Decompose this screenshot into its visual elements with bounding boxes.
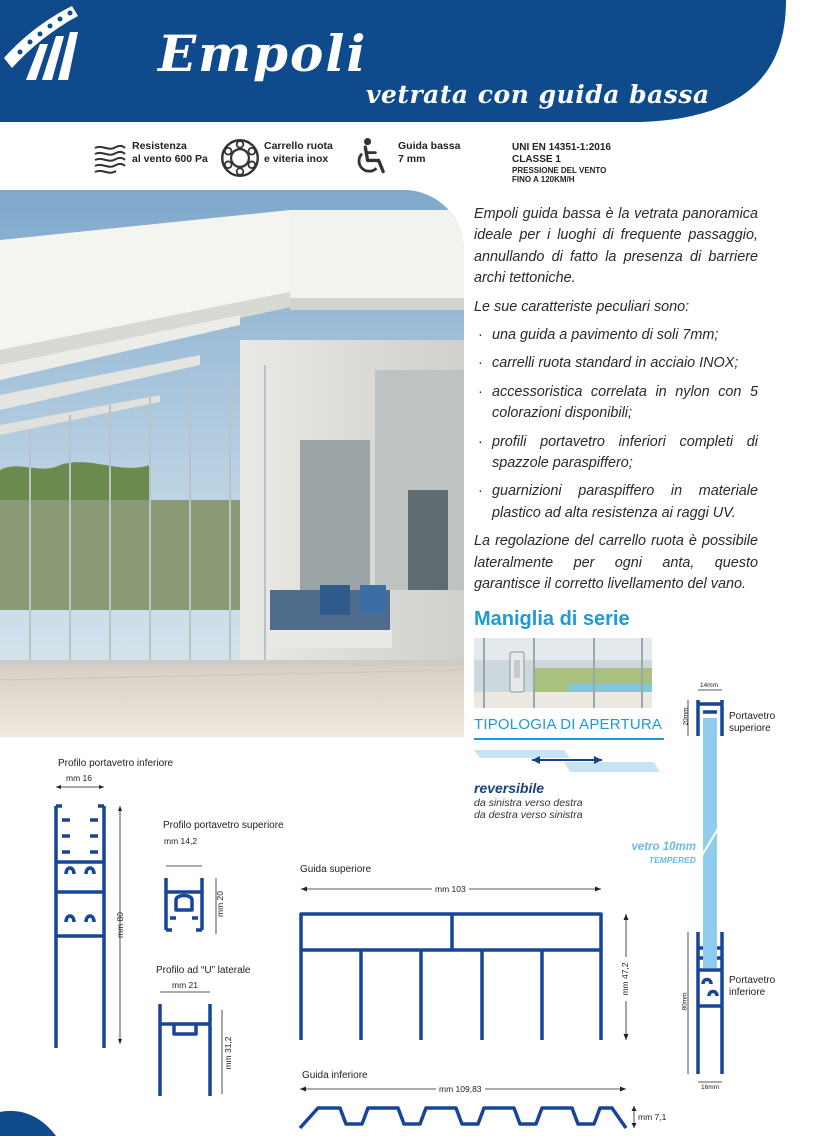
- label-section-bottom-2: inferiore: [729, 987, 766, 998]
- guida-superiore-drawing: [301, 914, 601, 1040]
- description-closing: La regolazione del carrello ruota è possibile lateralmente per ogni anta, questo garantisce il corretto livellamento del vano.: [474, 533, 758, 593]
- wave-comb-logo-icon: [0, 0, 82, 82]
- list-item: · carrelli ruota standard in acciaio INOX;: [474, 353, 758, 374]
- feature-bearing-line1: Carrello ruota: [264, 140, 333, 152]
- feature-wind: [92, 140, 208, 176]
- feature-bearing: [220, 140, 333, 178]
- opening-type: reversibile: [474, 780, 545, 796]
- dim-section-bottom-width: 16mm: [701, 1084, 720, 1091]
- list-item: · una guida a pavimento di soli 7mm;: [474, 325, 758, 346]
- standard-line1: UNI EN 14351-1:2016: [512, 142, 611, 153]
- dim-superiore-width: mm 14,2: [164, 836, 198, 846]
- label-section-top-1: Portavetro: [729, 711, 776, 722]
- label-section-top-2: superiore: [729, 723, 771, 734]
- veranda-photo: [0, 190, 464, 737]
- header-banner: [0, 0, 826, 128]
- opening-arrows-icon: [474, 738, 664, 778]
- dim-section-top-width: 14mm: [700, 682, 719, 689]
- dim-guida-inf-width: mm 109,83: [436, 1084, 485, 1094]
- opening-directions: [474, 797, 583, 821]
- description-features-intro: Le sue caratteriste peculiari sono:: [474, 298, 690, 315]
- handle-photo: [474, 638, 652, 708]
- list-item: · profili portavetro inferiori completi di spazzole paraspiffero;: [474, 432, 758, 475]
- label-guida-inferiore: Guida inferiore: [302, 1070, 368, 1081]
- list-item: · accessoristica correlata in nylon con 5 colorazioni disponibili;: [474, 382, 758, 425]
- dim-guida-sup-height: mm 47,2: [620, 957, 630, 1001]
- standard-line4: FINO A 120KM/H: [512, 175, 575, 184]
- corner-decoration: [0, 1106, 60, 1136]
- profile-laterale-drawing: [160, 1004, 210, 1096]
- opening-direction-1: da sinistra verso destra: [474, 797, 583, 809]
- profile-inferiore-drawing: [56, 806, 104, 1048]
- wheelchair-icon: [352, 136, 392, 176]
- feature-wind-line2: al vento 600 Pa: [132, 153, 208, 165]
- page-title: Empoli: [158, 24, 368, 83]
- profile-superiore-drawing: [166, 878, 202, 930]
- glass-section-drawing: [688, 690, 722, 1082]
- label-profilo-inferiore: Profilo portavetro inferiore: [58, 758, 174, 769]
- feature-wind-line1: Resistenza: [132, 140, 187, 152]
- description: [474, 204, 758, 603]
- standard-line2: CLASSE 1: [512, 154, 561, 165]
- dim-section-bottom-height: 80mm: [681, 992, 689, 1011]
- label-profilo-superiore: Profilo portavetro superiore: [163, 820, 284, 831]
- standard-certification: [512, 142, 611, 184]
- glass-tempered-label: TEMPERED: [648, 855, 696, 865]
- dim-guida-inf-height: mm 7,1: [638, 1112, 667, 1122]
- glass-label: vetro 10mm: [631, 841, 696, 853]
- dim-inferiore-width: mm 16: [66, 773, 92, 783]
- feature-wheelchair-line2: 7 mm: [398, 153, 426, 165]
- dim-guida-sup-width: mm 103: [432, 884, 469, 894]
- dim-laterale-width: mm 21: [172, 980, 198, 990]
- feature-bearing-line2: e viteria inox: [264, 153, 329, 165]
- label-section-top: [729, 711, 775, 735]
- bearing-icon: [220, 138, 260, 178]
- description-intro: Empoli guida bassa è la vetrata panoramica ideale per i luoghi di frequente passaggio, annullando di fatto la presenza di barriere archi tettoniche.: [474, 206, 758, 287]
- handle-title: Maniglia di serie: [474, 608, 630, 630]
- opening-direction-2: da destra verso sinistra: [474, 809, 583, 821]
- dim-laterale-height: mm 31,2: [223, 1036, 233, 1070]
- label-section-bottom-1: Portavetro: [729, 975, 776, 986]
- dim-section-top-height: 20mm: [682, 707, 690, 726]
- guida-inferiore-drawing: [300, 1108, 626, 1128]
- wind-icon: [92, 140, 128, 176]
- dim-inferiore-height: mm 80: [115, 912, 125, 938]
- feature-wheelchair-line1: Guida bassa: [398, 140, 461, 152]
- dim-superiore-height: mm 20: [215, 891, 225, 917]
- label-section-bottom: [729, 975, 775, 999]
- feature-list: [474, 325, 758, 524]
- list-item: · guarnizioni paraspiffero in materiale plastico ad alta resistenza ai raggi UV.: [474, 481, 758, 524]
- standard-line3: PRESSIONE DEL VENTO: [512, 166, 607, 175]
- feature-wheelchair: [352, 140, 460, 176]
- page-subtitle: vetrata con guida bassa: [366, 80, 710, 109]
- label-profilo-laterale: Profilo ad “U” laterale: [156, 965, 251, 976]
- opening-type-title: TIPOLOGIA DI APERTURA: [474, 716, 663, 733]
- label-guida-superiore: Guida superiore: [300, 864, 372, 875]
